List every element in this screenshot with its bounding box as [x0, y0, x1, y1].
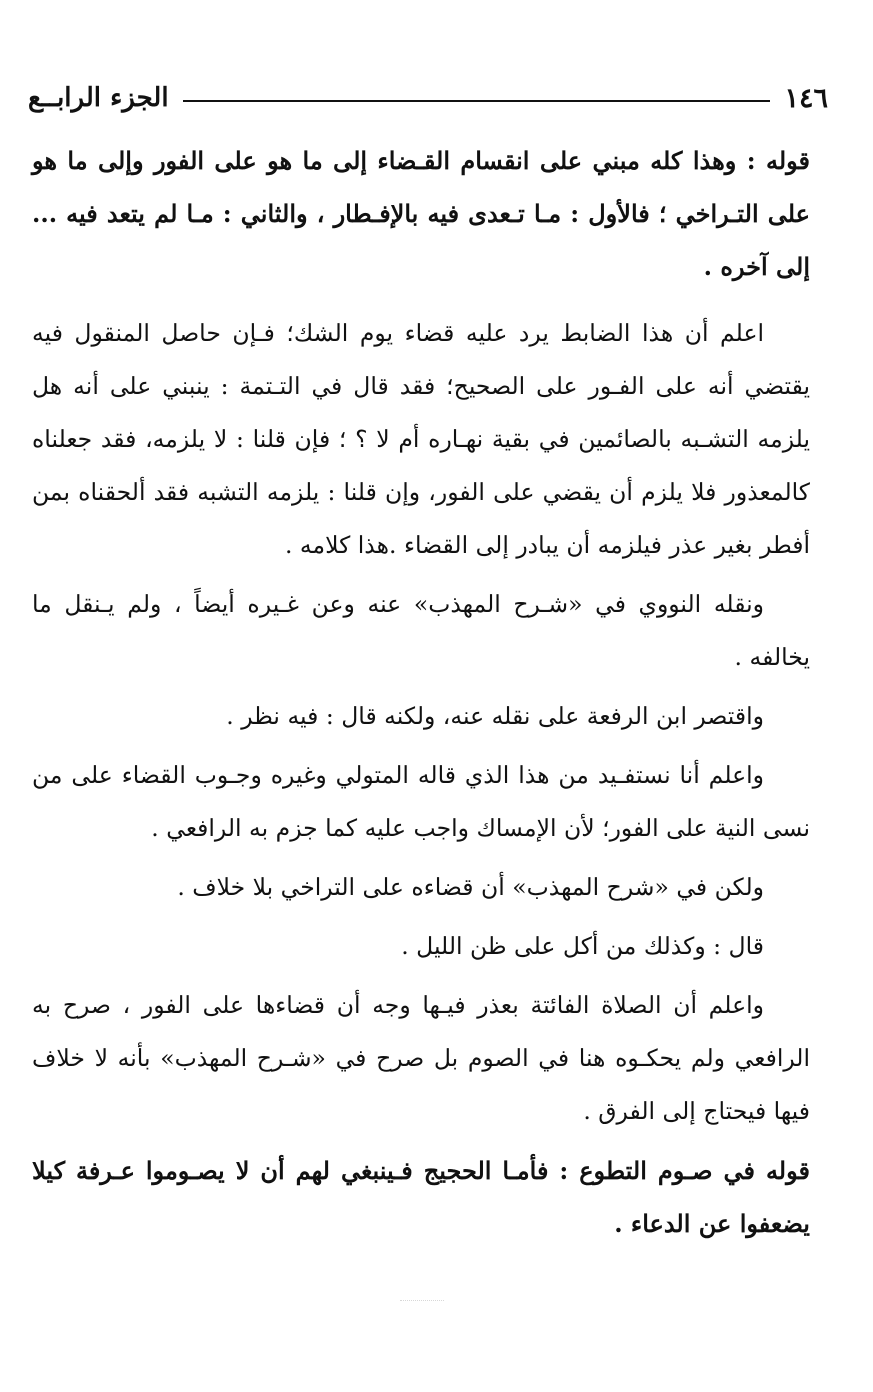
page-body [32, 134, 810, 1250]
header-rule [183, 100, 771, 102]
commentary-paragraph: قال : وكذلك من أكل على ظن الليل . [401, 932, 764, 960]
quoted-statement-paragraph: قوله في صـوم التطوع : فأمـا الحجيج فـينبغي لهم أن لا يصـوموا عـرفة كيلا يضعفوا عن الدعاء . [32, 1156, 810, 1238]
commentary-paragraph: اعلم أن هذا الضابط يرد عليه قضاء يوم الشك؛ فـإن حاصل المنقول فيه يقتضي أنه على الفـور على الصحيح؛ فقد قال في التـتمة : ينبني على أنه هل يلزمه التشـبه بالصائمين في بقية نهـاره أم لا ؟ ؛ فإن قلنا : لا يلزمه، فقد جعلناه كالمعذور فلا يلزم أن يقضي على الفور، وإن قلنا : يلزمه التشبه فقد ألحقناه بمن أفطر بغير عذر فيلزمه أن يبادر إلى القضاء .هذا كلامه . [32, 319, 810, 559]
quoted-statement-paragraph: قوله : وهذا كله مبني على انقسام القـضاء إلى ما هو على الفور وإلى ما هو على التـراخي ؛ فالأول : مـا تـعدى فيه بالإفـطار ، والثاني : مـا لم يتعد فيه ... إلى آخره . [32, 146, 810, 281]
commentary-paragraph: واقتصر ابن الرفعة على نقله عنه، ولكنه قال : فيه نظر . [226, 702, 764, 730]
volume-title: الجزء الرابــع [28, 83, 169, 113]
running-header [28, 74, 828, 122]
commentary-paragraph: واعلم أنا نستفـيد من هذا الذي قاله المتولي وغيره وجـوب القضاء على من نسى النية على الفور؛ لأن الإمساك واجب عليه كما جزم به الرافعي . [32, 761, 810, 842]
commentary-paragraph: ونقله النووي في «شـرح المهذب» عنه وعن غـيره أيضاً ، ولم يـنقل ما يخالفه . [32, 590, 810, 671]
commentary-paragraph: ولكن في «شرح المهذب» أن قضاءه على التراخي بلا خلاف . [177, 873, 764, 901]
bottom-ornament [400, 1300, 444, 1301]
page-number: ١٤٦ [784, 82, 828, 114]
commentary-paragraph: واعلم أن الصلاة الفائتة بعذر فيـها وجه أن قضاءها على الفور ، صرح به الرافعي ولم يحكـوه هنا في الصوم بل صرح في «شـرح المهذب» بأنه لا خلاف فيها فيحتاج إلى الفرق . [32, 991, 810, 1125]
